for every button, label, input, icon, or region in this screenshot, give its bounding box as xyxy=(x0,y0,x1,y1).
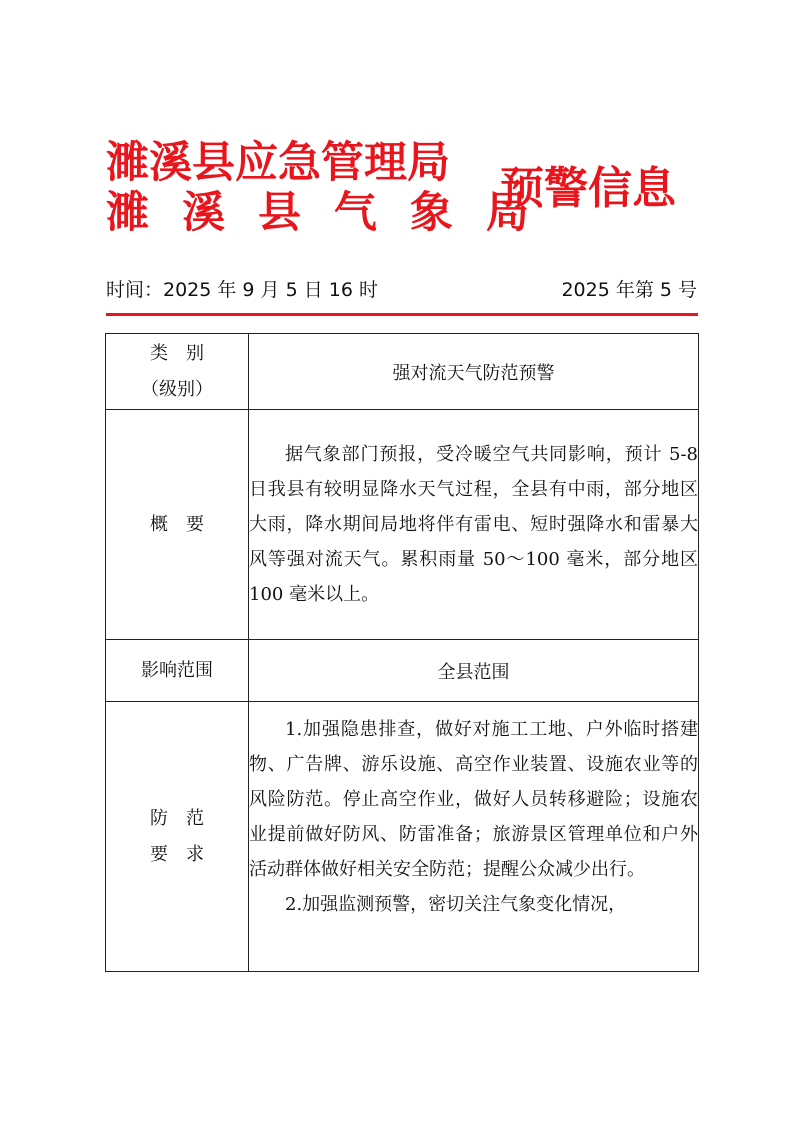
requirements-label-line1: 防 范 xyxy=(150,807,204,829)
category-label xyxy=(106,334,249,410)
issue-number: 2025 年第 5 号 xyxy=(561,279,697,301)
requirements-label-line2: 要 求 xyxy=(150,843,204,865)
requirements-label xyxy=(106,702,249,972)
requirements-value xyxy=(249,702,699,972)
meta-row xyxy=(106,278,697,302)
issuing-agencies xyxy=(106,138,538,238)
row-summary xyxy=(106,410,699,640)
row-scope xyxy=(106,640,699,702)
summary-text: 据气象部门预报，受冷暖空气共同影响，预计 5-8 日我县有较明显降水天气过程，全县有中雨，部分地区大雨，降水期间局地将伴有雷电、短时强降水和雷暴大风等强对流天气。累积雨量 50～100 毫米，部分地区 100 毫米以上。 xyxy=(249,444,698,605)
category-label-line1: 类 别 xyxy=(150,342,204,364)
agency-meteorological-bureau: 濉 溪 县 气 象 局 xyxy=(106,188,538,238)
agency-emergency-bureau: 濉溪县应急管理局 xyxy=(106,138,450,188)
notice-type-title: 预警信息 xyxy=(500,163,676,214)
category-value: 强对流天气防范预警 xyxy=(249,334,699,410)
requirement-paragraph-2: 2.加强监测预警，密切关注气象变化情况， xyxy=(285,894,627,915)
summary-value xyxy=(249,410,699,640)
issue-time: 时间：2025 年 9 月 5 日 16 时 xyxy=(106,279,378,301)
row-requirements xyxy=(106,702,699,972)
scope-value: 全县范围 xyxy=(249,640,699,702)
requirement-paragraph-1: 1.加强隐患排查，做好对施工工地、户外临时搭建物、广告牌、游乐设施、高空作业装置、设施农业等的风险防范。停止高空作业，做好人员转移避险；设施农业提前做好防风、防雷准备；旅游景区管理单位和户外活动群体做好相关安全防范；提醒公众减少出行。 xyxy=(249,719,698,880)
scope-label: 影响范围 xyxy=(106,640,249,702)
requirements-text xyxy=(249,706,698,967)
category-label-line2: （级别） xyxy=(141,378,213,400)
summary-label: 概 要 xyxy=(106,410,249,640)
warning-table xyxy=(105,333,699,972)
row-category xyxy=(106,334,699,410)
header-divider xyxy=(106,313,698,316)
